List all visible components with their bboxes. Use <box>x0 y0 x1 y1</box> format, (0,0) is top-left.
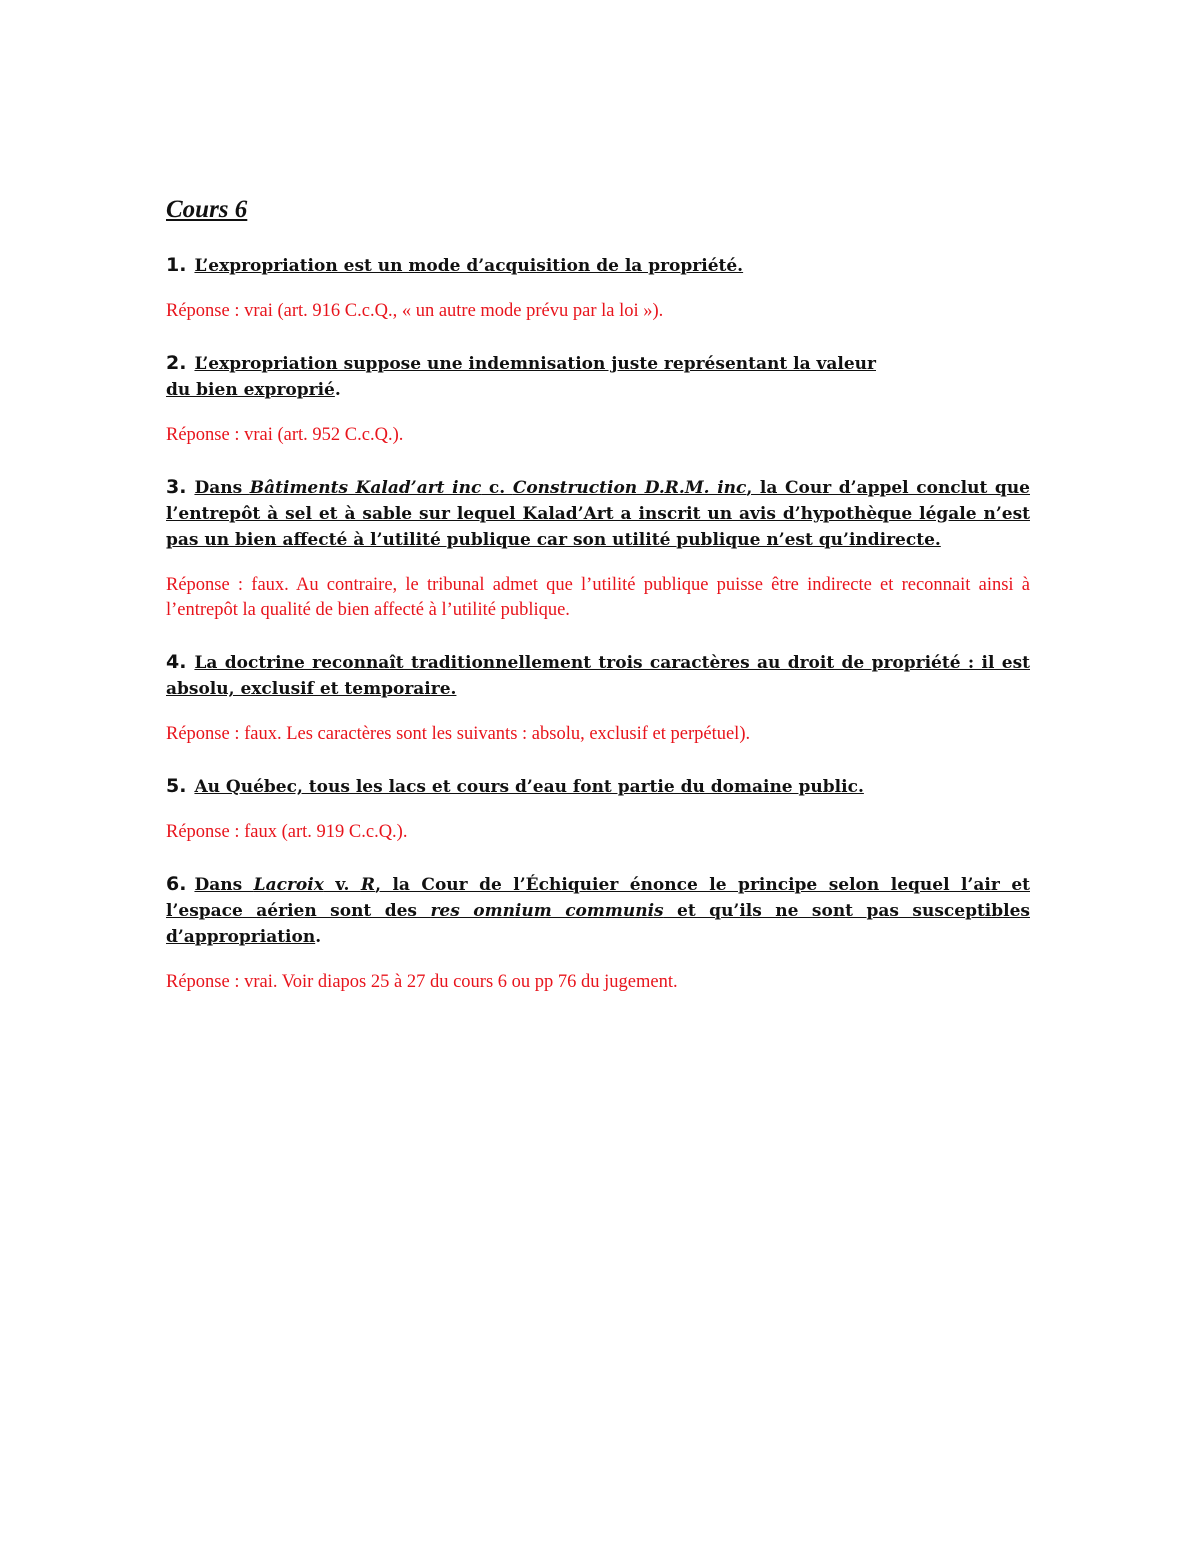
question-text <box>166 478 1030 550</box>
question-3 <box>166 474 1030 553</box>
question-number: 5. <box>166 775 187 797</box>
question-number: 3. <box>166 476 187 498</box>
question-text-line-1: L’expropriation suppose une indemnisation juste représentant la valeur <box>194 354 876 374</box>
answer-5: Réponse : faux (art. 919 C.c.Q.). <box>166 822 408 842</box>
question-end: . <box>334 380 341 400</box>
question-item-3 <box>166 474 1030 623</box>
question-suffix: , la Cour d’appel conclut que l’entrepôt à sel et à sable sur lequel Kalad’Art a inscrit un avis d’hypothèque légale n’est pas un bien affecté à l’utilité publique car son utilité publique n’est qu’indirecte. <box>166 478 1030 550</box>
question-text <box>166 875 1030 947</box>
question-5 <box>166 773 1030 800</box>
case-name-part-2: Construction D.R.M. inc <box>512 478 747 498</box>
answer-1: Réponse : vrai (art. 916 C.c.Q., « un autre mode prévu par la loi »). <box>166 301 664 321</box>
question-prefix: Dans <box>194 478 250 498</box>
question-item-1 <box>166 252 1030 324</box>
case-name-part-2: R <box>360 875 376 895</box>
latin-term: res omnium communis <box>430 901 664 921</box>
question-text: La doctrine reconnaît traditionnellement trois caractères au droit de propriété : il est absolu, exclusif et temporaire. <box>166 653 1030 699</box>
answer-4: Réponse : faux. Les caractères sont les suivants : absolu, exclusif et perpétuel). <box>166 724 751 744</box>
question-number: 6. <box>166 873 187 895</box>
question-middle: , la Cour de l’Échiquier énonce le principe selon lequel l’air et l’espace aérien sont des <box>166 875 1030 921</box>
question-number: 2. <box>166 352 187 374</box>
answer-3: Réponse : faux. Au contraire, le tribunal admet que l’utilité publique puisse être indirecte et reconnait ainsi à l’entrepôt la qualité de bien affecté à l’utilité publique. <box>166 575 1030 620</box>
case-name-part-1: Lacroix <box>253 875 324 895</box>
question-item-5 <box>166 773 1030 845</box>
case-separator: v. <box>323 875 361 895</box>
question-number: 1. <box>166 254 187 276</box>
question-item-6 <box>166 871 1030 995</box>
question-text-line-2: du bien exproprié <box>166 380 335 400</box>
case-separator: c. <box>481 478 513 498</box>
answer-6: Réponse : vrai. Voir diapos 25 à 27 du cours 6 ou pp 76 du jugement. <box>166 972 678 992</box>
answer-2: Réponse : vrai (art. 952 C.c.Q.). <box>166 425 404 445</box>
document-page <box>166 194 1030 1021</box>
question-suffix: et qu’ils ne sont pas susceptibles d’appropriation <box>166 901 1030 947</box>
question-4 <box>166 649 1030 702</box>
case-name-part-1: Bâtiments Kalad’art inc <box>249 478 482 498</box>
question-end: . <box>315 927 322 947</box>
question-number: 4. <box>166 651 187 673</box>
question-item-2 <box>166 350 1030 448</box>
question-item-4 <box>166 649 1030 747</box>
question-prefix: Dans <box>194 875 254 895</box>
question-6 <box>166 871 1030 950</box>
document-title: Cours 6 <box>166 196 248 223</box>
question-text: Au Québec, tous les lacs et cours d’eau font partie du domaine public. <box>194 777 864 797</box>
question-2 <box>166 350 1030 403</box>
question-text: L’expropriation est un mode d’acquisition de la propriété. <box>194 256 744 276</box>
question-1 <box>166 252 1030 279</box>
